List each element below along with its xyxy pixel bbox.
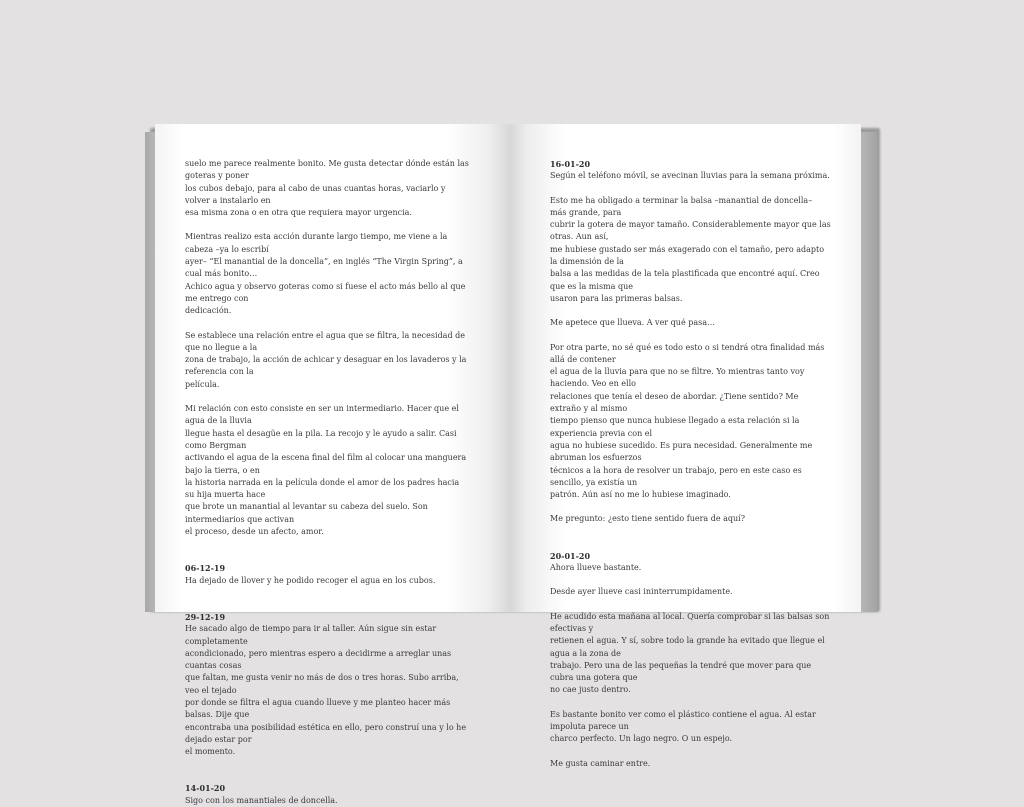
paragraph: suelo me parece realmente bonito. Me gusta detectar dónde están las goteras y poner los cubos debajo, para al cabo de unas cuantas horas, vaciarlo y volver a instalarlo en esa misma zona o en otra que requiera mayor urgencia. xyxy=(185,159,469,218)
entry-date: 16-01-20 xyxy=(550,159,591,169)
paragraph: Ahora llueve bastante. xyxy=(550,563,642,573)
paragraph: Me pregunto: ¿esto tiene sentido fuera de aquí? xyxy=(550,514,746,524)
left-page xyxy=(155,124,509,805)
diary-entry xyxy=(550,158,831,526)
paragraph: Es bastante bonito ver como el plástico contiene el agua. Al estar impoluta parece un charco perfecto. Un lago negro. O un espejo. xyxy=(550,709,816,744)
paragraph: Ha dejado de llover y he podido recoger el agua en los cubos. xyxy=(185,575,436,585)
right-page xyxy=(509,124,861,768)
paragraph: Se establece una relación entre el agua que se filtra, la necesidad de que no llegue a la zona de trabajo, la acción de achicar y desaguar en los lavaderos y la referencia con la película. xyxy=(185,330,467,389)
paragraph: Mi relación con esto consiste en ser un intermediario. Hacer que el agua de la lluvia llegue hasta el desagüe en la pila. La recojo y le ayudo a salir. Casi como Bergman activando el agua de la escena final del film al colocar una manguera bajo la tierra, o en la historia narrada en la película donde el amor de los padres hacia su hija muerta hace que brote un manantial al levantar su cabeza del suelo. Son intermediarios que activan el proceso, desde un afecto, amor. xyxy=(185,404,467,537)
paragraph: Esto me ha obligado a terminar la balsa –manantial de doncella– más grande, para cubrir la gotera de mayor tamaño. Considerablemente mayor que las otras. Aun así, me hubiese gustado ser más exagerado con el tamaño, pero adapto la dimensión de la balsa a las medidas de la tela plastificada que encontré aquí. Creo que es la misma que usaron para las primeras balsas. xyxy=(550,195,831,303)
paragraph: He acudido esta mañana al local. Quería comprobar si las balsas son efectivas y retienen el agua. Y sí, sobre todo la grande ha evitado que llegue el agua a la zona de trabajo. Pero una de las pequeñas la tendré que mover para que cubra una gotera que no cae justo dentro. xyxy=(550,611,830,695)
entry-date: 29-12-19 xyxy=(185,611,226,622)
paragraph: Me apetece que llueva. A ver qué pasa… xyxy=(550,318,715,328)
diary-entry xyxy=(185,611,469,759)
paragraph: He sacado algo de tiempo para ir al taller. Aún sigue sin estar completamente acondicionado, pero mientras espero a decidirme a arreglar unas cuantas cosas que faltan, me gusta venir no más de dos o tres horas. Subo arriba, veo el tejado por donde se filtra el agua cuando llueve y me planteo hacer más balsas. Dije que encontraba una posibilidad estética en ello, pero construí una y lo he dejado estar por el momento. xyxy=(185,624,467,757)
paragraph: Por otra parte, no sé qué es todo esto o si tendrá otra finalidad más allá de contener el agua de la lluvia para que no se filtre. Yo mientras tanto voy haciendo. Veo en ello relaciones que tenía el deseo de abordar. ¿Tiene sentido? Me extraño y al mismo tiempo pienso que nunca hubiese llegado a esta relación si la experiencia previa con el agua no hubiese sucedido. Es pura necesidad. Generalmente me abruman los esfuerzos técnicos a la hora de resolver un trabajo, pero en este caso es sencillo, ya existía un patrón. Aún así no me lo hubiese imaginado. xyxy=(550,342,825,500)
diary-entry xyxy=(185,782,469,807)
paragraph: Sigo con los manantiales de doncella. xyxy=(185,795,338,805)
paragraph: Mientras realizo esta acción durante largo tiempo, me viene a la cabeza –ya lo escribí ayer– “El manantial de la doncella”, en inglés “The Virgin Spring”, a cual más bonito… Achico agua y observo goteras como si fuese el acto más bello al que me entrego con dedicación. xyxy=(185,232,466,316)
entry-date: 06-12-19 xyxy=(185,563,226,574)
paragraph: Me gusta caminar entre. xyxy=(550,758,651,768)
entry-date: 14-01-20 xyxy=(185,783,226,794)
paragraph: Desde ayer llueve casi ininterrumpidamente. xyxy=(550,587,733,597)
paragraph: Según el teléfono móvil, se avecinan lluvias para la semana próxima. xyxy=(550,171,830,181)
entry-date: 20-01-20 xyxy=(550,550,591,561)
diary-entry xyxy=(185,562,469,587)
diary-entry xyxy=(550,550,831,770)
